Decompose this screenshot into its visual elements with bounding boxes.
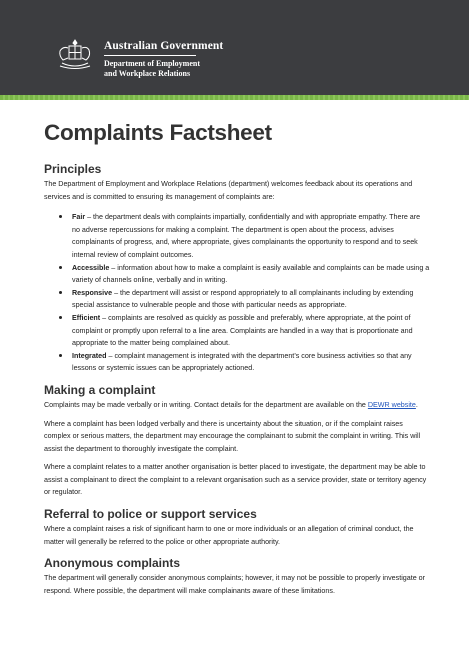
government-name: Australian Government bbox=[104, 40, 224, 52]
dewr-website-link[interactable]: DEWR website bbox=[367, 400, 416, 409]
list-item-accessible: Accessible – information about how to make a complaint is easily available and complaints can be made using a variety of channels online, verbally and in writing. bbox=[44, 262, 430, 287]
section-heading-referral: Referral to police or support services bbox=[44, 507, 257, 522]
anonymous-paragraph: The department will generally consider anonymous complaints; however, it may not be possible to properly investigate or respond. Where possible, the department will make complainants aware of these limitations. bbox=[44, 574, 426, 595]
making-paragraph-2: Where a complaint has been lodged verbally and there is uncertainty about the situation, or if the complaint raises complex or serious matters, the department may encourage the complainant to submit the complaint in writing. This will assist the department to thoroughly investigate the complaint. bbox=[44, 419, 421, 453]
list-item-efficient: Efficient – complaints are resolved as quickly as possible and preferably, where appropriate, at the point of complaint or promptly upon referral to a line area. Complaints are handled in a way that is proportionate and appropriate to the matter being complained about. bbox=[44, 312, 430, 350]
principles-list bbox=[44, 211, 430, 375]
page-title: Complaints Factsheet bbox=[44, 120, 272, 145]
list-item-fair: Fair – the department deals with complaints impartially, confidentially and with appropriate empathy. There are no adverse repercussions for making a complaint. The department is open about the process, advises complainants of progress, and, where appropriate, gives complainants the opportunity to respond and to seek internal review of complaint outcomes. bbox=[44, 211, 430, 261]
document-body bbox=[44, 118, 430, 597]
header-accent-bar bbox=[0, 95, 469, 100]
list-item-responsive: Responsive – the department will assist or respond appropriately to all complainants including by extending special assistance to vulnerable people and those with particular needs as appropriate. bbox=[44, 287, 430, 312]
coat-of-arms-icon bbox=[56, 38, 94, 72]
header-banner bbox=[0, 0, 469, 95]
referral-paragraph: Where a complaint raises a risk of significant harm to one or more individuals or an allegation of criminal conduct, the matter will generally be referred to the police or other appropriate authority. bbox=[44, 525, 414, 546]
section-heading-anonymous: Anonymous complaints bbox=[44, 556, 181, 571]
principles-intro: The Department of Employment and Workplace Relations (department) welcomes feedback about its operations and services and is committed to ensuring its management of complaints are: bbox=[44, 180, 413, 201]
section-heading-principles: Principles bbox=[44, 162, 102, 176]
logo-divider bbox=[104, 55, 196, 56]
department-name-line-2: and Workplace Relations bbox=[104, 68, 191, 78]
section-heading-making-a-complaint: Making a complaint bbox=[44, 382, 156, 397]
making-paragraph-1: Complaints may be made verbally or in writing. Contact details for the department are available on the DEWR website. bbox=[44, 400, 418, 409]
making-paragraph-3: Where a complaint relates to a matter another organisation is better placed to investigate, the department may be able to assist a complainant to direct the complaint to a relevant organisation such as a service provider, state or territory agency or regulator. bbox=[44, 463, 427, 497]
department-name-line-1: Department of Employment bbox=[104, 59, 200, 68]
government-logo-text bbox=[104, 40, 223, 78]
list-item-integrated: Integrated – complaint management is integrated with the department’s core business activities so that any lessons or systemic issues can be appropriately actioned. bbox=[44, 350, 430, 375]
